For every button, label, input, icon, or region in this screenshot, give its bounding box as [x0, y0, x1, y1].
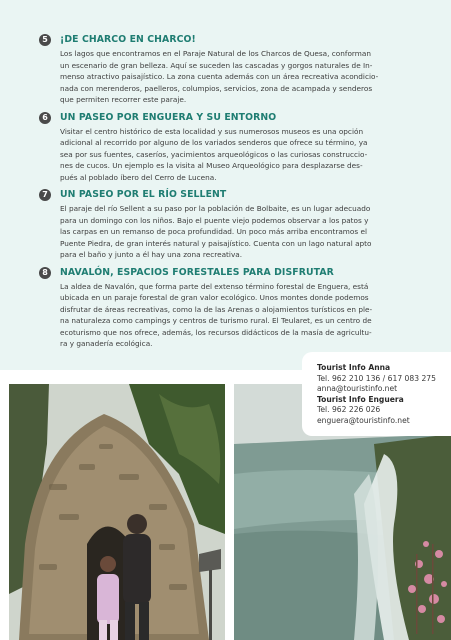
body-line: un escenario de gran belleza. Aquí se suceden las cascadas y gorgos naturales de In-	[60, 60, 373, 70]
body-line: Puente Piedra, de gran interés natural y paisajístico. Cuenta con un lago natural apto	[60, 238, 372, 248]
stone-hut-illustration	[9, 384, 225, 640]
body-line: El paraje del río Sellent a su paso por la población de Bolbaite, es un lugar adecuado	[60, 204, 371, 213]
tourist-info-anna-title: Tourist Info Anna	[317, 363, 391, 372]
body-line: disfrutar de áreas recreativas, como la de las Arenas o alojamientos turísticos en ple-	[60, 304, 373, 314]
section-number-badge: 7	[39, 189, 51, 201]
body-line: nada con merenderos, paelleros, columpios, servicios, zona de acampada y senderos	[60, 83, 373, 93]
stone-hut-photo	[9, 384, 225, 640]
body-line: na naturaleza como campings y centros de turismo rural. El Teularet, es un centro de	[60, 316, 372, 325]
body-line: menso atractivo paisajístico. La zona cuenta además con un área recreativa acondicio-	[60, 72, 379, 81]
section-8	[40, 267, 392, 350]
tourist-info-box	[302, 352, 451, 436]
section-title: UN PASEO POR EL RÍO SELLENT	[60, 189, 227, 200]
tourist-info-enguera-title: Tourist Info Enguera	[317, 394, 404, 404]
section-header	[40, 112, 392, 124]
section-7	[40, 189, 392, 261]
tourist-info-anna-email: anna@touristinfo.net	[317, 384, 398, 393]
section-body	[60, 126, 392, 184]
body-line: adicional al recorrido por alguno de los variados senderos que ofrece su término, ya	[60, 138, 368, 147]
body-line: pués al poblado íbero del Cerro de Lucena.	[60, 172, 217, 182]
section-body	[60, 203, 392, 261]
section-body	[60, 281, 392, 350]
body-line: que permiten recorrer este paraje.	[60, 95, 187, 104]
section-header	[40, 34, 392, 46]
section-number-badge: 8	[39, 267, 51, 279]
article-content	[40, 34, 392, 356]
section-body	[60, 48, 392, 106]
body-line: ubicada en un paraje forestal de gran valor ecológico. Unos montes donde podemos	[60, 293, 369, 302]
body-line: ra y ganadería ecológica.	[60, 339, 153, 348]
section-title: NAVALÓN, ESPACIOS FORESTALES PARA DISFRUTAR	[60, 266, 334, 278]
body-line: La aldea de Navalón, que forma parte del extenso término forestal de Enguera, está	[60, 281, 369, 291]
body-line: Visitar el centro histórico de esta localidad y sus numerosos museos es una opción	[60, 126, 364, 136]
section-6	[40, 112, 392, 184]
tourist-info-enguera-phone: Tel. 962 226 026	[317, 405, 381, 414]
section-title: ¡DE CHARCO EN CHARCO!	[60, 34, 196, 45]
body-line: sea por sus fuentes, caseríos, yacimientos arqueológicos o las curiosas construccio-	[60, 149, 368, 159]
section-header	[40, 189, 392, 201]
body-line: las carpas en un remanso de poca profundidad. Un poco más arriba encontramos el	[60, 227, 368, 236]
body-line: nes de cucos. Un ejemplo es la visita al Museo Arqueológico para desplazarse des-	[60, 161, 363, 170]
section-header	[40, 267, 392, 279]
section-5	[40, 34, 392, 106]
tourist-info-anna-phone: Tel. 962 210 136 / 617 083 275	[317, 373, 436, 383]
body-line: para el baño y junto a él hay una zona recreativa.	[60, 250, 243, 259]
body-line: ecoturismo que nos ofrece, además, los recursos didácticos de la masía de agricultu-	[60, 327, 372, 337]
section-number-badge: 6	[39, 112, 51, 124]
section-number-badge: 5	[39, 34, 51, 46]
section-title: UN PASEO POR ENGUERA Y SU ENTORNO	[60, 111, 277, 123]
tourist-info-enguera-email: enguera@touristinfo.net	[317, 415, 410, 425]
body-line: Los lagos que encontramos en el Paraje Natural de los Charcos de Quesa, conforman	[60, 49, 372, 58]
body-line: para un domingo con los niños. Bajo el puente viejo podemos observar a los patos y	[60, 215, 369, 225]
